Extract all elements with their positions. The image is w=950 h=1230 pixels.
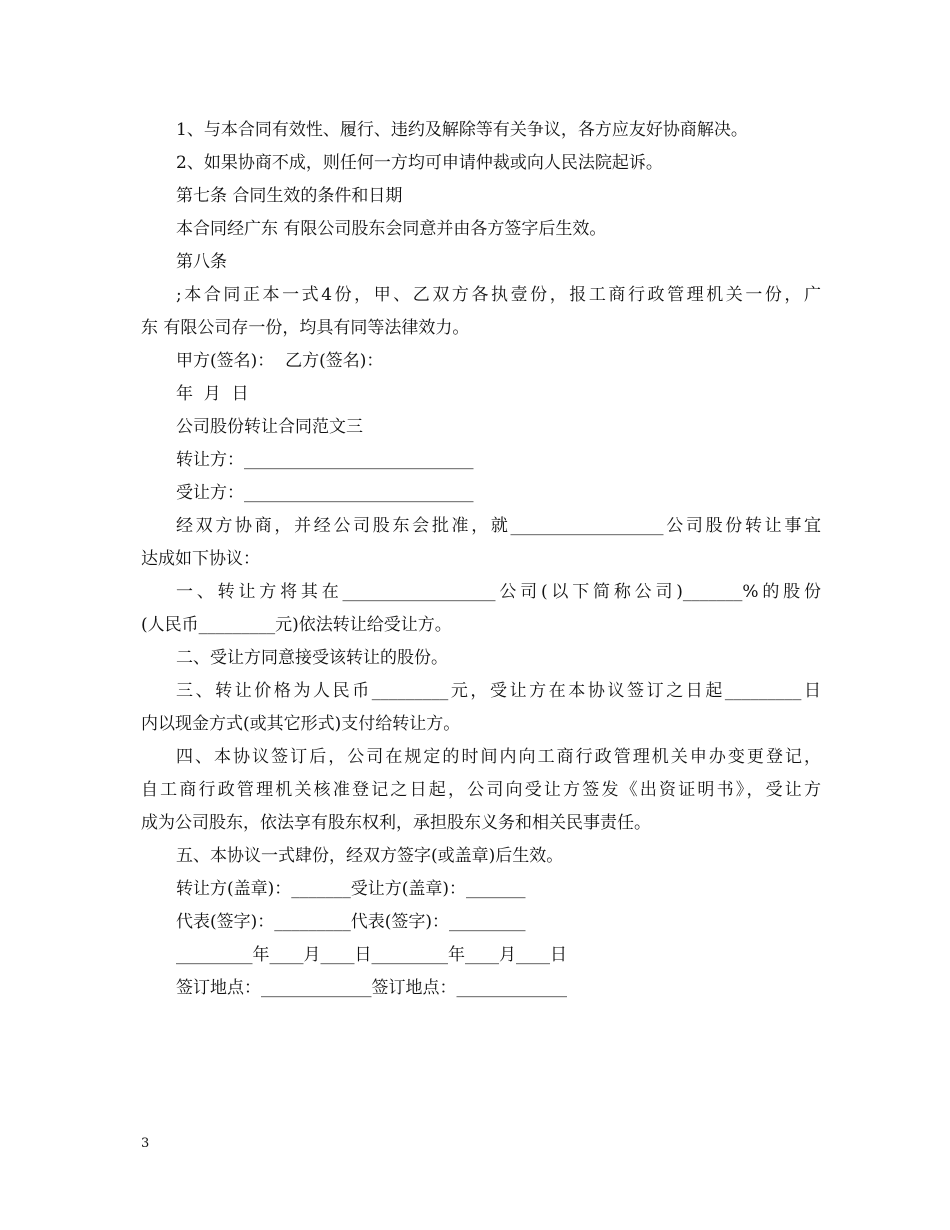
text-line: ;本合同正本一式4份，甲、乙双方各执壹份，报工商行政管理机关一份，广 bbox=[176, 285, 821, 305]
text-line: (人民币_________元)依法转让给受让方。 bbox=[141, 615, 452, 635]
seal-line: 转让方(盖章)：_______受让方(盖章)：_______ bbox=[176, 879, 526, 899]
text-line: 本合同经广东 有限公司股东会同意并由各方签字后生效。 bbox=[176, 219, 607, 239]
text-line: 经双方协商，并经公司股东会批准，就__________________公司股份转让事宜 bbox=[176, 516, 821, 536]
text-line: 内以现金方式(或其它形式)支付给转让方。 bbox=[141, 714, 461, 734]
section-heading: 第八条 bbox=[176, 252, 227, 272]
transferee-field: 受让方：___________________________ bbox=[176, 483, 474, 503]
text-line: 2、如果协商不成，则任何一方均可申请仲裁或向人民法院起诉。 bbox=[176, 153, 663, 173]
text-line: 东 有限公司存一份，均具有同等法律效力。 bbox=[141, 318, 470, 338]
transferor-field: 转让方：___________________________ bbox=[176, 450, 474, 470]
text-line: 1、与本合同有效性、履行、违约及解除等有关争议，各方应友好协商解决。 bbox=[176, 120, 748, 140]
text-line: 三、转让价格为人民币_________元，受让方在本协议签订之日起_________日 bbox=[176, 681, 821, 701]
text-line: 成为公司股东，依法享有股东权利，承担股东义务和相关民事责任。 bbox=[141, 813, 651, 833]
text-line: 一、转让方将其在__________________公司(以下简称公司)_______%的股份 bbox=[176, 582, 821, 602]
signing-place-line: 签订地点：_____________签订地点：_____________ bbox=[176, 978, 567, 998]
signature-line: 甲方(签名)： 乙方(签名)： bbox=[176, 351, 384, 371]
date-line: 年 月 日 bbox=[176, 384, 249, 404]
document-subtitle: 公司股份转让合同范文三 bbox=[176, 417, 363, 437]
text-line: 达成如下协议： bbox=[141, 549, 260, 569]
text-line: 二、受让方同意接受该转让的股份。 bbox=[176, 648, 448, 668]
section-heading: 第七条 合同生效的条件和日期 bbox=[176, 186, 403, 206]
text-line: 自工商行政管理机关核准登记之日起，公司向受让方签发《出资证明书》，受让方 bbox=[141, 780, 821, 800]
representative-line: 代表(签字)：_________代表(签字)：_________ bbox=[176, 912, 526, 932]
text-line: 四、本协议签订后，公司在规定的时间内向工商行政管理机关申办变更登记， bbox=[176, 747, 821, 767]
date-line: _________年____月____日_________年____月____日 bbox=[176, 945, 567, 965]
text-line: 五、本协议一式肆份，经双方签字(或盖章)后生效。 bbox=[176, 846, 564, 866]
page-number: 3 bbox=[141, 1136, 150, 1151]
